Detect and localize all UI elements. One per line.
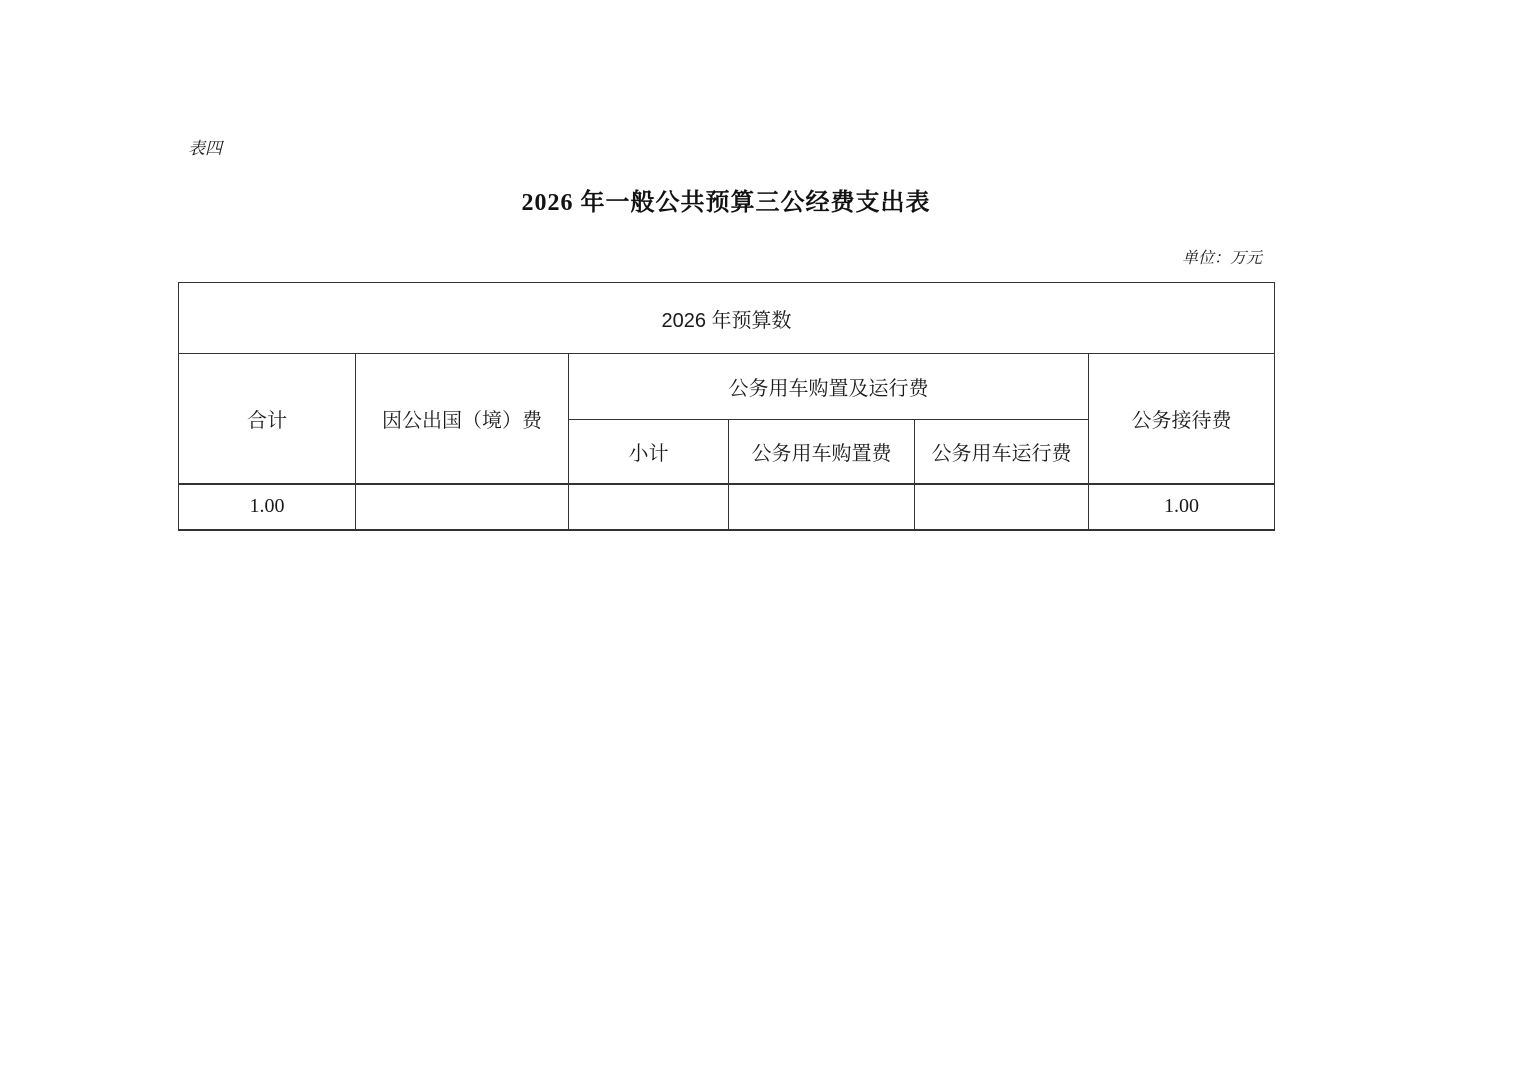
cell-abroad-expense (356, 484, 569, 530)
header-total: 合计 (179, 354, 356, 484)
cell-vehicle-operation (915, 484, 1089, 530)
page-title: 2026 年一般公共预算三公经费支出表 (521, 190, 931, 216)
header-reception-expense: 公务接待费 (1089, 354, 1275, 484)
table-sequence-label: 表四 (188, 139, 222, 158)
header-vehicle-operation: 公务用车运行费 (915, 420, 1089, 484)
header-abroad-expense: 因公出国（境）费 (356, 354, 569, 484)
unit-note: 单位：万元 (1181, 250, 1262, 267)
table-header-row-1 (179, 354, 1275, 420)
header-vehicle-purchase: 公务用车购置费 (729, 420, 915, 484)
budget-table (178, 282, 1275, 531)
header-vehicle-subtotal: 小计 (569, 420, 729, 484)
table-row (179, 484, 1275, 530)
cell-vehicle-subtotal (569, 484, 729, 530)
cell-total: 1.00 (179, 484, 356, 530)
document-content (178, 138, 1274, 531)
table-year-header-row (179, 283, 1275, 354)
year-budget-header: 2026 年预算数 (179, 283, 1275, 354)
header-vehicle-group: 公务用车购置及运行费 (569, 354, 1089, 420)
cell-reception-expense: 1.00 (1089, 484, 1275, 530)
cell-vehicle-purchase (729, 484, 915, 530)
